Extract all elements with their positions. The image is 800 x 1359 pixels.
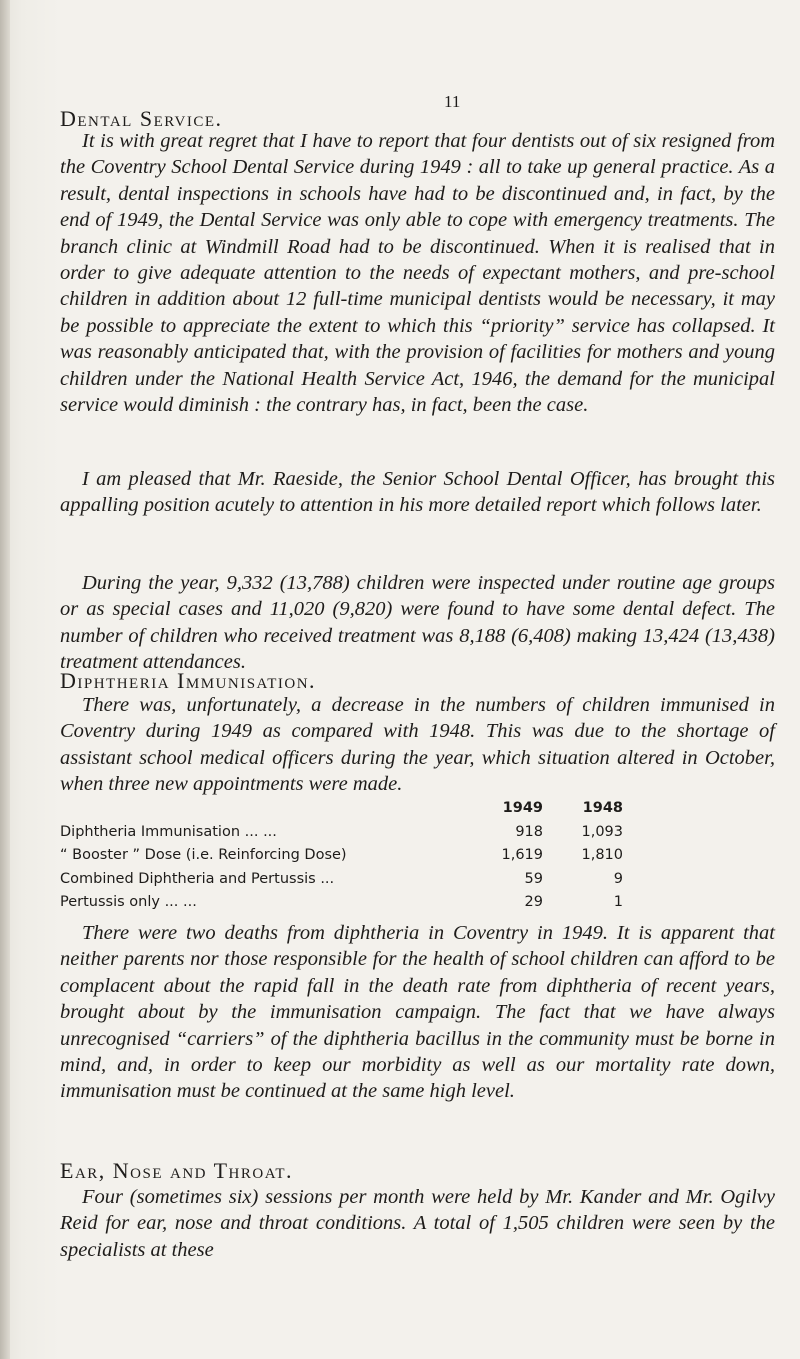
table-cell-1948: 1,810 [581, 847, 623, 863]
page-number: 11 [444, 92, 461, 111]
table-cell-1948: 1,093 [581, 823, 623, 840]
table-row [60, 871, 775, 895]
table-row [60, 847, 775, 871]
table-cell-label: Pertussis only ... ... [60, 894, 197, 910]
table-cell-1949: 59 [524, 870, 543, 887]
table-header-1948: 1948 [582, 800, 623, 816]
dental-paragraph-3: During the year, 9,332 (13,788) children were inspected under routine age groups or as special cases and 11,020 (9,820) were found to have some dental defect. The number of children who received treatment was 8,188 (6,408) making 13,424 (13,438) treatment attendances. [60, 572, 775, 674]
table-cell-1948: 9 [613, 870, 623, 887]
diphtheria-paragraph-2: There were two deaths from diphtheria in Coventry in 1949. It is apparent that neither parents nor those responsible for the health of school children can afford to be complacent about the rapid fall in the death rate from diphtheria of recent years, brought about by the immunisation campaign. The fact that we have always unrecognised “carriers” of the diphtheria bacillus in the community must be borne in mind, and, in order to keep our morbidity as well as our mortality rate down, immunisation must be continued at the same high level. [60, 922, 775, 1103]
dental-paragraph-2: I am pleased that Mr. Raeside, the Senior School Dental Officer, has brought this appalling position acutely to attention in his more detailed report which follows later. [60, 468, 775, 517]
section-heading-diphtheria: Diphtheria Immunisation. [60, 668, 317, 693]
section-heading-dental: Dental Service. [60, 106, 223, 131]
table-header-1949: 1949 [502, 800, 543, 816]
table-header-row [60, 800, 775, 824]
table-cell-1949: 1,619 [501, 847, 543, 863]
diphtheria-paragraph-1: There was, unfortunately, a decrease in the numbers of children immunised in Coventry during 1949 as compared with 1948. This was due to the shortage of assistant school medical officers during the year, which situation altered in October, when three new appointments were made. [60, 694, 775, 796]
table-row [60, 894, 775, 918]
dental-paragraph-1: It is with great regret that I have to report that four dentists out of six resigned from the Coventry School Dental Service during 1949 : all to take up general practice. As a result, dental inspections in schools have had to be discontinued and, in fact, by the end of 1949, the Dental Service was only able to cope with emergency treatments. The branch clinic at Windmill Road had to be discontinued. When it is realised that in order to give adequate attention to the needs of expectant mothers, and pre-school children in addition about 12 full-time municipal dentists would be necessary, it may be possible to appreciate the extent to which this “priority” service has collapsed. It was reasonably anticipated that, with the provision of facilities for mothers and young children under the National Health Service Act, 1946, the demand for the municipal service would diminish : the contrary has, in fact, been the case. [60, 130, 775, 417]
table-cell-1948: 1 [613, 894, 623, 910]
table-cell-label: Combined Diphtheria and Pertussis ... [60, 870, 335, 887]
table-cell-1949: 918 [515, 823, 543, 840]
section-heading-ent: Ear, Nose and Throat. [60, 1158, 294, 1183]
binding-gutter [0, 0, 10, 1359]
table-row [60, 824, 775, 848]
table-cell-1949: 29 [524, 894, 543, 910]
immunisation-table [60, 800, 775, 918]
table-cell-label: Diphtheria Immunisation ... ... [60, 823, 277, 840]
ent-paragraph-1: Four (sometimes six) sessions per month were held by Mr. Kander and Mr. Ogilvy Reid for ear, nose and throat conditions. A total of 1,505 children were seen by the specialists at these [60, 1186, 775, 1261]
table-cell-label: “ Booster ” Dose (i.e. Reinforcing Dose) [60, 847, 347, 863]
